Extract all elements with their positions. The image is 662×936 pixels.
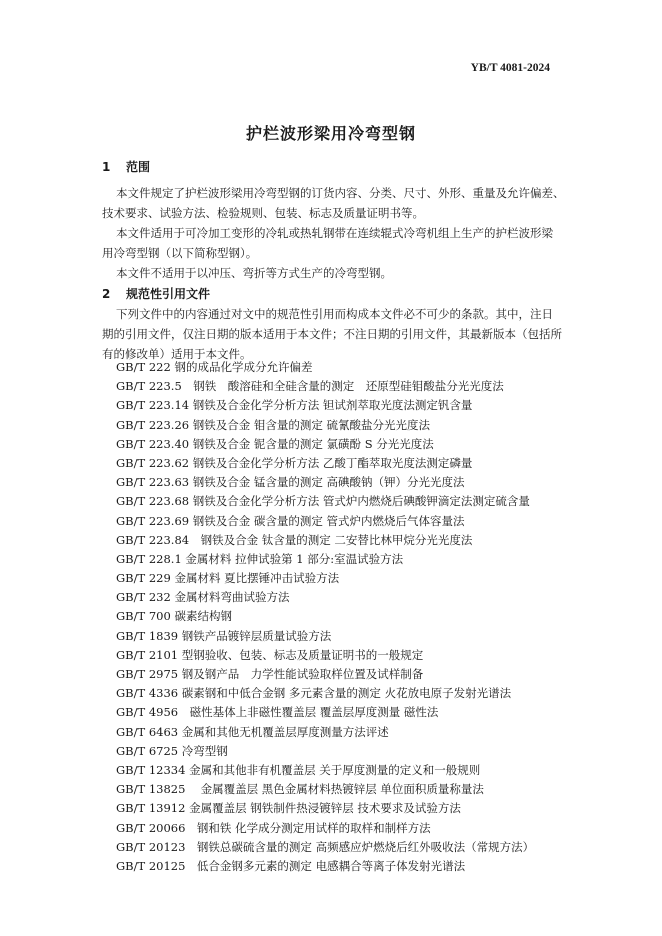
section-1-number: 1: [102, 160, 111, 174]
reference-item: GB/T 223.69 钢铁及合金 碳含量的测定 管式炉内燃烧后气体容量法: [116, 513, 465, 528]
paragraph-line: 下列文件中的内容通过对文中的规范性引用而构成本文件必不可少的条款。其中，注日: [116, 307, 553, 321]
section-1-paragraph-2: [102, 223, 556, 263]
reference-item: GB/T 223.26 钢铁及合金 钼含量的测定 硫氰酸盐分光光度法: [116, 417, 431, 432]
section-2-heading: [102, 285, 210, 302]
section-2-intro: [102, 304, 562, 364]
reference-item: GB/T 223.63 钢铁及合金 锰含量的测定 高碘酸钠（钾）分光光度法: [116, 475, 465, 490]
reference-item: GB/T 700 碳素结构钢: [116, 609, 232, 624]
paragraph-line: 期的引用文件，仅注日期的版本适用于本文件；不注日期的引用文件，其最新版本（包括所: [102, 327, 562, 341]
reference-list: [116, 358, 556, 876]
reference-item: GB/T 228.1 金属材料 拉伸试验第 1 部分:室温试验方法: [116, 551, 404, 566]
reference-item: GB/T 13825 金属覆盖层 黑色金属材料热镀锌层 单位面积质量称量法: [116, 782, 484, 797]
reference-item: GB/T 223.14 钢铁及合金化学分析方法 钽试剂萃取光度法测定钒含量: [116, 398, 473, 413]
paragraph-line: 技术要求、试验方法、检验规则、包装、标志及质量证明书等。: [102, 206, 424, 220]
reference-item: GB/T 2101 型钢验收、包装、标志及质量证明书的一般规定: [116, 647, 424, 662]
reference-item: GB/T 223.68 钢铁及合金化学分析方法 管式炉内燃烧后碘酸钾滴定法测定硫含量: [116, 494, 530, 509]
reference-item: GB/T 229 金属材料 夏比摆锤冲击试验方法: [116, 571, 340, 586]
reference-item: GB/T 232 金属材料弯曲试验方法: [116, 590, 290, 605]
reference-item: GB/T 20066 钢和铁 化学成分测定用试样的取样和制样方法: [116, 820, 431, 835]
document-number: YB/T 4081-2024: [470, 62, 550, 74]
document-title: 护栏波形梁用冷弯型钢: [245, 124, 416, 143]
paragraph-line: 有的修改单）适用于本文件。: [102, 347, 252, 361]
paragraph-line: 本文件不适用于以冲压、弯折等方式生产的冷弯型钢。: [116, 266, 392, 280]
reference-item: GB/T 12334 金属和其他非有机覆盖层 关于厚度测量的定义和一般规则: [116, 762, 481, 777]
section-1-paragraph-3: [116, 263, 556, 283]
paragraph-line: 本文件规定了护栏波形梁用冷弯型钢的订货内容、分类、尺寸、外形、重量及允许偏差、: [116, 186, 565, 200]
paragraph-line: 本文件适用于可冷加工变形的冷轧或热轧钢带在连续辊式冷弯机组上生产的护栏波形梁: [116, 226, 553, 240]
reference-item: GB/T 223.40 钢铁及合金 铌含量的测定 氯磺酚 S 分光光度法: [116, 436, 434, 451]
reference-item: GB/T 4956 磁性基体上非磁性覆盖层 覆盖层厚度测量 磁性法: [116, 705, 439, 720]
section-1-heading: [102, 158, 150, 175]
reference-item: GB/T 13912 金属覆盖层 钢铁制件热浸镀锌层 技术要求及试验方法: [116, 801, 461, 816]
section-2-title: 规范性引用文件: [126, 287, 211, 301]
section-1-paragraph-1: [102, 183, 565, 223]
reference-item: GB/T 1839 钢铁产品镀锌层质量试验方法: [116, 628, 332, 643]
section-2-number: 2: [102, 287, 111, 301]
reference-item: GB/T 223.62 钢铁及合金化学分析方法 乙酸丁酯萃取光度法测定磷量: [116, 455, 473, 470]
reference-item: GB/T 223.84 钢铁及合金 钛含量的测定 二安替比林甲烷分光光度法: [116, 532, 473, 547]
reference-item: GB/T 6463 金属和其他无机覆盖层厚度测量方法评述: [116, 724, 389, 739]
section-1-title: 范围: [126, 160, 151, 174]
reference-item: GB/T 6725 冷弯型钢: [116, 743, 228, 758]
reference-item: GB/T 20125 低合金钢多元素的测定 电感耦合等离子体发射光谱法: [116, 858, 466, 873]
reference-item: GB/T 2975 钢及钢产品 力学性能试验取样位置及试样制备: [116, 667, 424, 681]
reference-item: GB/T 223.5 钢铁 酸溶硅和全硅含量的测定 还原型硅钼酸盐分光光度法: [116, 379, 504, 394]
reference-item: GB/T 4336 碳素钢和中低合金钢 多元素含量的测定 火花放电原子发射光谱法: [116, 686, 512, 701]
paragraph-line: 用冷弯型钢（以下简称型钢）。: [102, 246, 258, 260]
reference-item: GB/T 222 钢的成品化学成分允许偏差: [116, 360, 313, 374]
reference-item: GB/T 20123 钢铁总碳硫含量的测定 高频感应炉燃烧后红外吸收法（常规方法）: [116, 839, 535, 854]
